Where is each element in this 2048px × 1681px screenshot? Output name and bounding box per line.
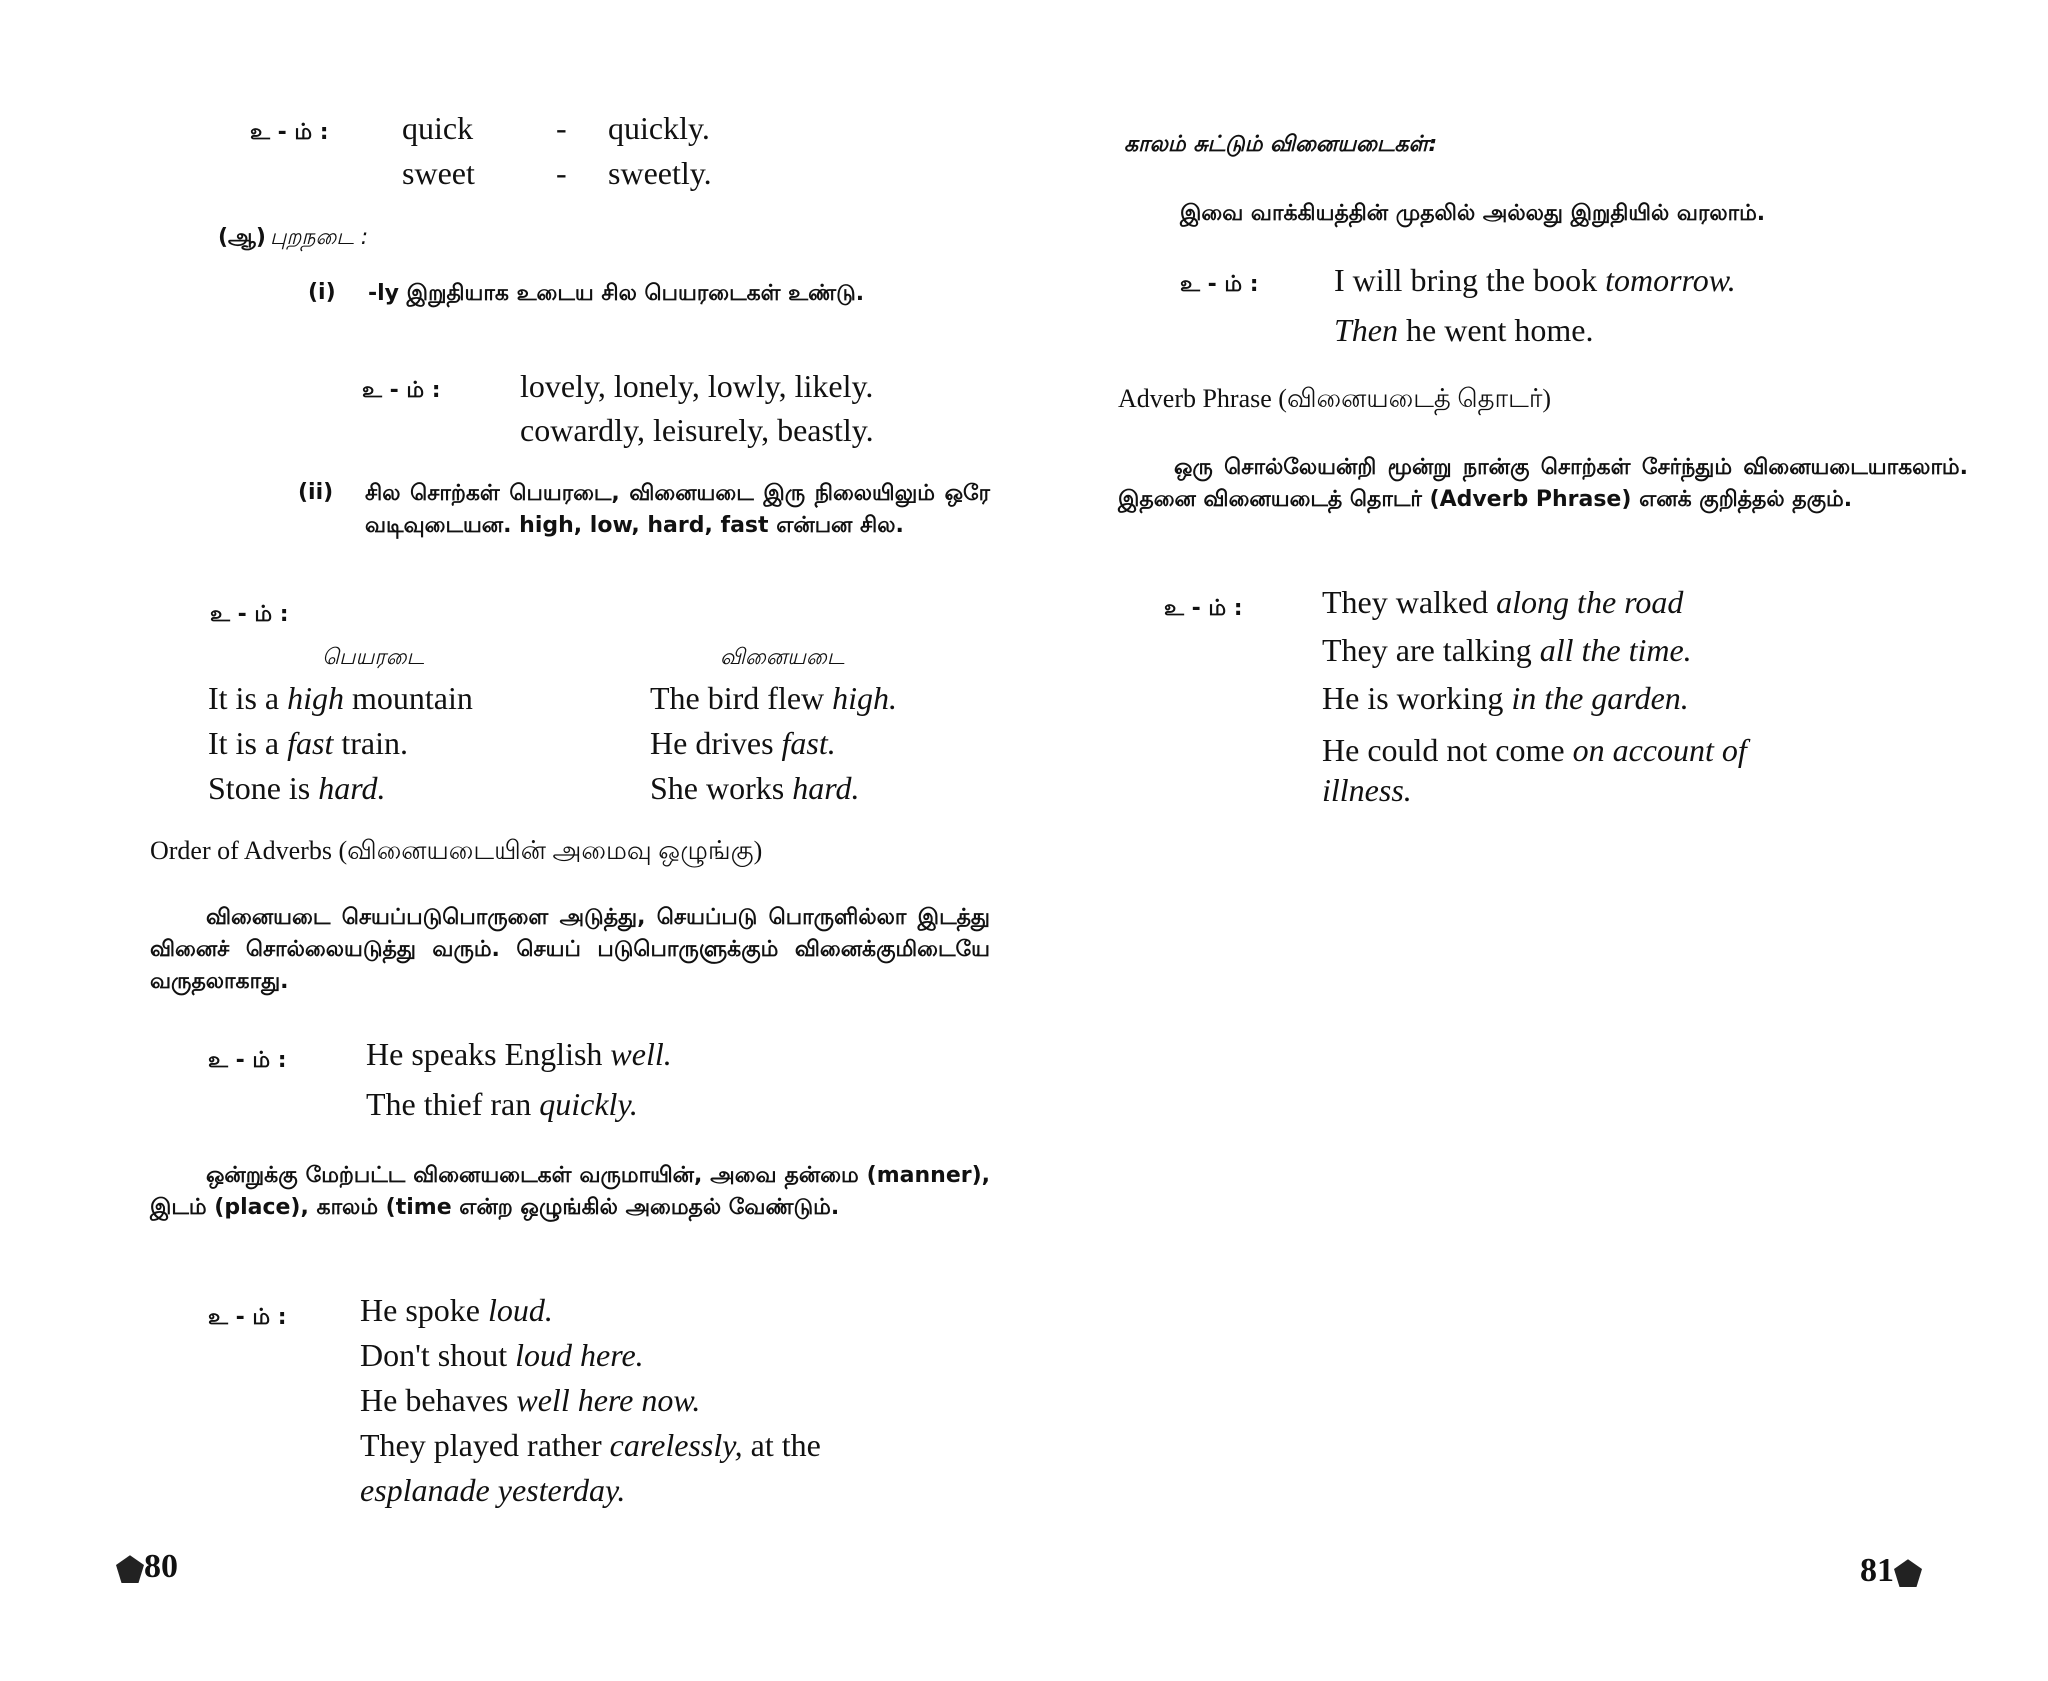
line-text: at the [742, 1427, 821, 1463]
row-italic: hard. [792, 770, 860, 806]
section-heading: Adverb Phrase (வினையடைத் தொடர்) [1118, 384, 1552, 413]
line-text: He spoke [360, 1292, 488, 1328]
line-italic: all the time. [1539, 632, 1692, 668]
table-row [650, 680, 897, 717]
line-text: The thief ran [366, 1086, 540, 1122]
example-label: உ - ம் : [208, 1305, 287, 1330]
line-text: Don't shout [360, 1337, 516, 1373]
example-label: உ - ம் : [250, 120, 329, 145]
example-dash: - [556, 155, 567, 191]
ornament-icon [1894, 1559, 1922, 1587]
paragraph: ஒன்றுக்கு மேற்பட்ட வினையடைகள் வருமாயின், அவை தன்மை (manner), இடம் (place), காலம் (time என்ற ஒழுங்கில் அமைதல் வேண்டும். [150, 1163, 990, 1220]
row-text: It is a [208, 725, 288, 761]
row-italic: fast. [781, 725, 836, 761]
table-row [208, 680, 473, 717]
paragraph: இவை வாக்கியத்தின் முதலில் அல்லது இறுதியில் வரலாம். [1180, 201, 1766, 226]
line-italic: in the garden. [1511, 680, 1689, 716]
line-italic: carelessly, [609, 1427, 743, 1463]
example-line [1322, 772, 1412, 809]
table-row [208, 770, 386, 807]
example-label: உ - ம் : [362, 378, 441, 403]
section-heading: காலம் சுட்டும் வினையடைகள்: [1124, 132, 1438, 157]
item-number: (ii) [298, 480, 334, 505]
paragraph: ஒரு சொல்லேயன்றி மூன்று நான்கு சொற்கள் சேர்ந்தும் வினையடையாகலாம். இதனை வினையடைத் தொடர் (Adverb Phrase) எனக் குறித்தல் தகும். [1118, 455, 1968, 512]
right-page [1024, 0, 2048, 1681]
item-text: -ly இறுதியாக உடைய சில பெயரடைகள் உண்டு. [368, 281, 865, 306]
example-label: உ - ம் : [1180, 272, 1259, 297]
line-italic: quickly. [539, 1086, 638, 1122]
row-italic: high [287, 680, 344, 716]
line-italic: loud here. [515, 1337, 644, 1373]
ornament-icon [116, 1555, 144, 1583]
example-line [1334, 262, 1736, 299]
example-line [1322, 680, 1689, 717]
item-number: (i) [308, 280, 336, 305]
section-heading: Order of Adverbs (வினையடையின் அமைவு ஒழுங்கு) [150, 836, 763, 865]
row-text: It is a [208, 680, 288, 716]
table-row [208, 725, 408, 762]
row-text: train. [333, 725, 408, 761]
example-line [360, 1382, 700, 1419]
row-text: He drives [650, 725, 782, 761]
example-label: உ - ம் : [210, 602, 289, 627]
line-italic: along the road [1496, 584, 1684, 620]
line-text: He could not come [1322, 732, 1573, 768]
example-line [360, 1472, 625, 1509]
line-italic: loud. [487, 1292, 553, 1328]
line-text: They walked [1322, 584, 1497, 620]
example-word: sweetly. [608, 155, 712, 191]
example-word: quickly. [608, 110, 710, 146]
item-text: சில சொற்கள் பெயரடை, வினையடை இரு நிலையிலும் ஒரே வடிவுடையன. high, low, hard, fast என்பன சில. [365, 481, 990, 538]
line-text: They are talking [1322, 632, 1540, 668]
line-text: He speaks English [366, 1036, 611, 1072]
line-text: He behaves [360, 1382, 517, 1418]
example-line [1322, 732, 1747, 769]
example-line [1322, 584, 1683, 621]
example-line [366, 1036, 672, 1073]
row-text: The bird flew [650, 680, 833, 716]
line-italic: illness. [1322, 772, 1412, 808]
table-row [650, 770, 859, 807]
paragraph: வினையடை செயப்படுபொருளை அடுத்து, செயப்படு பொருளில்லா இடத்து வினைச் சொல்லையடுத்து வரும். செயப் படுபொருளுக்கும் வினைக்குமிடையே வருதலாகாது. [150, 905, 990, 994]
line-italic: tomorrow. [1605, 262, 1736, 298]
example-line [360, 1292, 553, 1329]
line-italic: well. [610, 1036, 672, 1072]
table-row [650, 725, 836, 762]
line-text: They played rather [360, 1427, 610, 1463]
line-italic: Then [1334, 312, 1398, 348]
example-line: cowardly, leisurely, beastly. [520, 412, 874, 448]
section-marker: (ஆ) [218, 225, 266, 250]
line-text: I will bring the book [1334, 262, 1606, 298]
column-heading: பெயரடை [322, 645, 425, 670]
line-text: he went home. [1398, 312, 1594, 348]
line-italic: on account of [1572, 732, 1747, 768]
line-italic: esplanade yesterday. [360, 1472, 626, 1508]
page-number [1860, 1552, 1922, 1590]
line-text: He is working [1322, 680, 1512, 716]
column-heading: வினையடை [720, 645, 845, 670]
example-line [360, 1427, 821, 1464]
page-number-text: 81 [1860, 1552, 1894, 1589]
example-line: lovely, lonely, lowly, likely. [520, 368, 874, 404]
example-line [1322, 632, 1692, 669]
example-word: quick [402, 110, 474, 146]
row-text: Stone is [208, 770, 319, 806]
page-number [116, 1548, 178, 1586]
example-dash: - [556, 110, 567, 146]
row-text: mountain [343, 680, 473, 716]
example-line [360, 1337, 644, 1374]
row-italic: high. [832, 680, 898, 716]
line-italic: well here now. [516, 1382, 701, 1418]
section-title: புறநடை : [270, 225, 369, 250]
page-number-text: 80 [144, 1548, 178, 1585]
row-text: She works [650, 770, 793, 806]
row-italic: hard. [318, 770, 386, 806]
example-label: உ - ம் : [1164, 596, 1243, 621]
example-word: sweet [402, 155, 475, 191]
example-label: உ - ம் : [208, 1048, 287, 1073]
row-italic: fast [287, 725, 334, 761]
example-line [1334, 312, 1594, 349]
example-line [366, 1086, 638, 1123]
